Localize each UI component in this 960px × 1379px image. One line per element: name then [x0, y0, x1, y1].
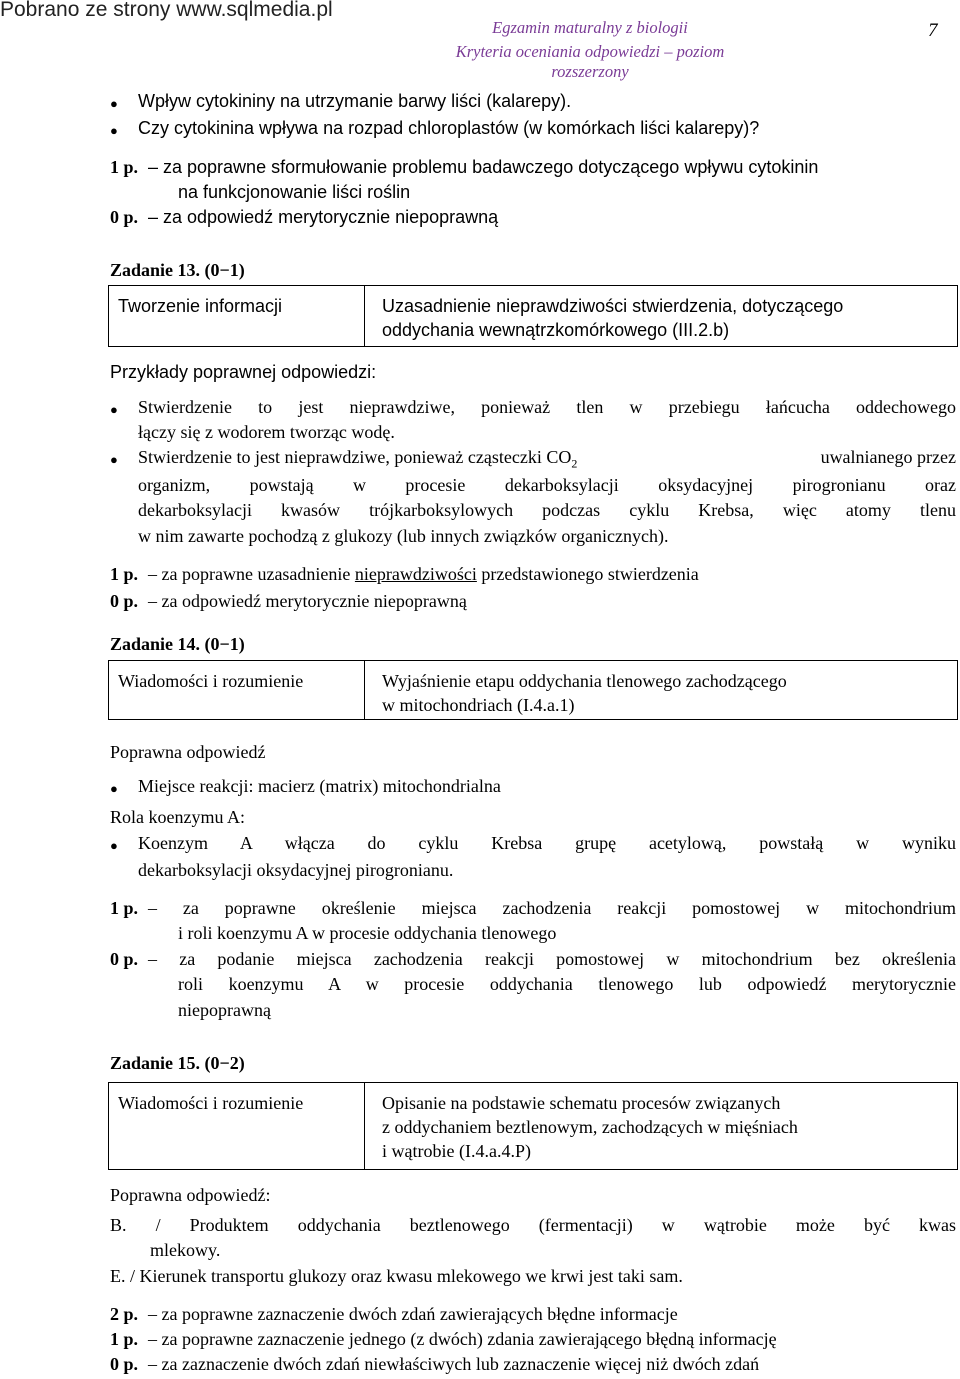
score-label: 0 p. [110, 207, 139, 227]
score-description: – za poprawne zaznaczenie jednego (z dwóch) zdania zawierającego błędną informację [148, 1329, 777, 1349]
bullet-icon: ● [110, 838, 118, 853]
task-15-title: Zadanie 15. (0−2) [110, 1053, 245, 1073]
answer-line: dekarboksylacji kwasów trójkarboksylowych podczas cyklu Krebsa, więc atomy tlenu [138, 500, 956, 520]
score-description: – za odpowiedź merytorycznie niepoprawną [148, 591, 467, 611]
answer-line: łączy się z wodorem tworząc wodę. [138, 422, 395, 442]
score-label: 0 p. [110, 591, 139, 611]
score-label: 0 p. [110, 1354, 139, 1374]
bullet-icon: ● [110, 123, 118, 138]
bullet-icon: ● [110, 781, 118, 796]
header-subtitle: Kryteria oceniania odpowiedzi – poziom rozszerzony [455, 42, 725, 81]
score-description-cont: niepoprawną [178, 1000, 271, 1020]
requirement-line: Wyjaśnienie etapu oddychania tlenowego zachodzącego [382, 671, 787, 691]
answer-line: Miejsce reakcji: macierz (matrix) mitochondrialna [138, 776, 501, 796]
answer-line: Koenzym A włącza do cyklu Krebsa grupę acetylową, powstałą w wyniku [138, 833, 956, 853]
task-13-requirements-table [108, 285, 958, 347]
subscript: 2 [571, 456, 578, 471]
examples-label: Przykłady poprawnej odpowiedzi: [110, 362, 377, 382]
score-label: 1 p. [110, 157, 139, 177]
table-divider [364, 286, 365, 346]
score-label: 1 p. [110, 1329, 139, 1349]
score-label: 2 p. [110, 1304, 139, 1324]
answer-segment: Stwierdzenie to jest nieprawdziwe, ponieważ cząsteczki $CO_2$ [138, 447, 578, 471]
score-description: – za poprawne określenie miejsca zachodzenia reakcji pomostowej w mitochondrium [148, 898, 956, 918]
list-item: Wpływ cytokininy na utrzymanie barwy liści (kalarepy). [138, 91, 572, 111]
table-divider [364, 661, 365, 719]
answer-label: Poprawna odpowiedź [110, 742, 266, 762]
answer-line: organizm, powstają w procesie dekarboksylacji oksydacyjnej pirogronianu oraz [138, 475, 956, 495]
bullet-icon: ● [110, 96, 118, 111]
role-label: Rola koenzymu A: [110, 807, 245, 827]
answer-line: Stwierdzenie to jest nieprawdziwe, ponieważ tlen w przebiegu łańcucha oddechowego [138, 397, 956, 417]
score-label: 1 p. [110, 564, 139, 584]
skill-area: Wiadomości i rozumienie [118, 671, 304, 691]
score-description: – za poprawne zaznaczenie dwóch zdań zawierających błędne informacje [148, 1304, 678, 1324]
bullet-icon: ● [110, 452, 118, 467]
answer-segment: uwalnianego przez [820, 447, 956, 467]
task-14-title: Zadanie 14. (0−1) [110, 634, 245, 654]
task-14-requirements-table [108, 660, 958, 720]
score-description: – za poprawne uzasadnienie nieprawdziwości przedstawionego stwierdzenia [148, 564, 699, 584]
page-number: 7 [928, 20, 938, 41]
requirement-line: w mitochondriach (I.4.a.1) [382, 695, 575, 715]
requirement-line: oddychania wewnątrzkomórkowego (III.2.b) [382, 320, 730, 340]
task-15-requirements-table [108, 1082, 958, 1170]
answer-label: Poprawna odpowiedź: [110, 1185, 271, 1205]
score-description: – za podanie miejsca zachodzenia reakcji pomostowej w mitochondrium bez określenia [148, 949, 956, 969]
requirement-line: i wątrobie (I.4.a.4.P) [382, 1141, 531, 1161]
score-description: – za poprawne sformułowanie problemu badawczego dotyczącego wpływu cytokinin [148, 157, 819, 177]
requirement-line: z oddychaniem beztlenowym, zachodzących w mięśniach [382, 1117, 798, 1137]
skill-area: Tworzenie informacji [118, 296, 283, 316]
score-description-cont: na funkcjonowanie liści roślin [178, 182, 411, 202]
answer-line: dekarboksylacji oksydacyjnej pirogronianu. [138, 860, 454, 880]
requirement-line: Uzasadnienie nieprawdziwości stwierdzenia, dotyczącego [382, 296, 844, 316]
score-description-cont: i roli koenzymu A w procesie oddychania tlenowego [178, 923, 557, 943]
skill-area: Wiadomości i rozumienie [118, 1093, 304, 1113]
bullet-icon: ● [110, 402, 118, 417]
score-description-cont: roli koenzymu A w procesie oddychania tlenowego lub odpowiedź merytorycznie [178, 974, 956, 994]
score-label: 0 p. [110, 949, 139, 969]
answer-line [138, 445, 956, 476]
score-label: 1 p. [110, 898, 139, 918]
answer-line: B. / Produktem oddychania beztlenowego (fermentacji) w wątrobie może być kwas [110, 1215, 956, 1235]
score-description: – za odpowiedź merytorycznie niepoprawną [148, 207, 499, 227]
answer-line: w nim zawarte pochodzą z glukozy (lub innych związków organicznych). [138, 526, 669, 546]
list-item: Czy cytokinina wpływa na rozpad chloroplastów (w komórkach liści kalarepy)? [138, 118, 760, 138]
task-13-title: Zadanie 13. (0−1) [110, 260, 245, 280]
score-description: – za zaznaczenie dwóch zdań niewłaściwych lub zaznaczenie więcej niż dwóch zdań [148, 1354, 760, 1374]
header-exam-title: Egzamin maturalny z biologii [492, 18, 688, 37]
answer-line: mlekowy. [150, 1240, 221, 1260]
table-divider [364, 1083, 365, 1169]
requirement-line: Opisanie na podstawie schematu procesów związanych [382, 1093, 781, 1113]
source-watermark: Pobrano ze strony www.sqlmedia.pl [0, 0, 333, 21]
underlined-word: nieprawdziwości [354, 564, 477, 584]
answer-line: E. / Kierunek transportu glukozy oraz kwasu mlekowego we krwi jest taki sam. [110, 1266, 683, 1286]
